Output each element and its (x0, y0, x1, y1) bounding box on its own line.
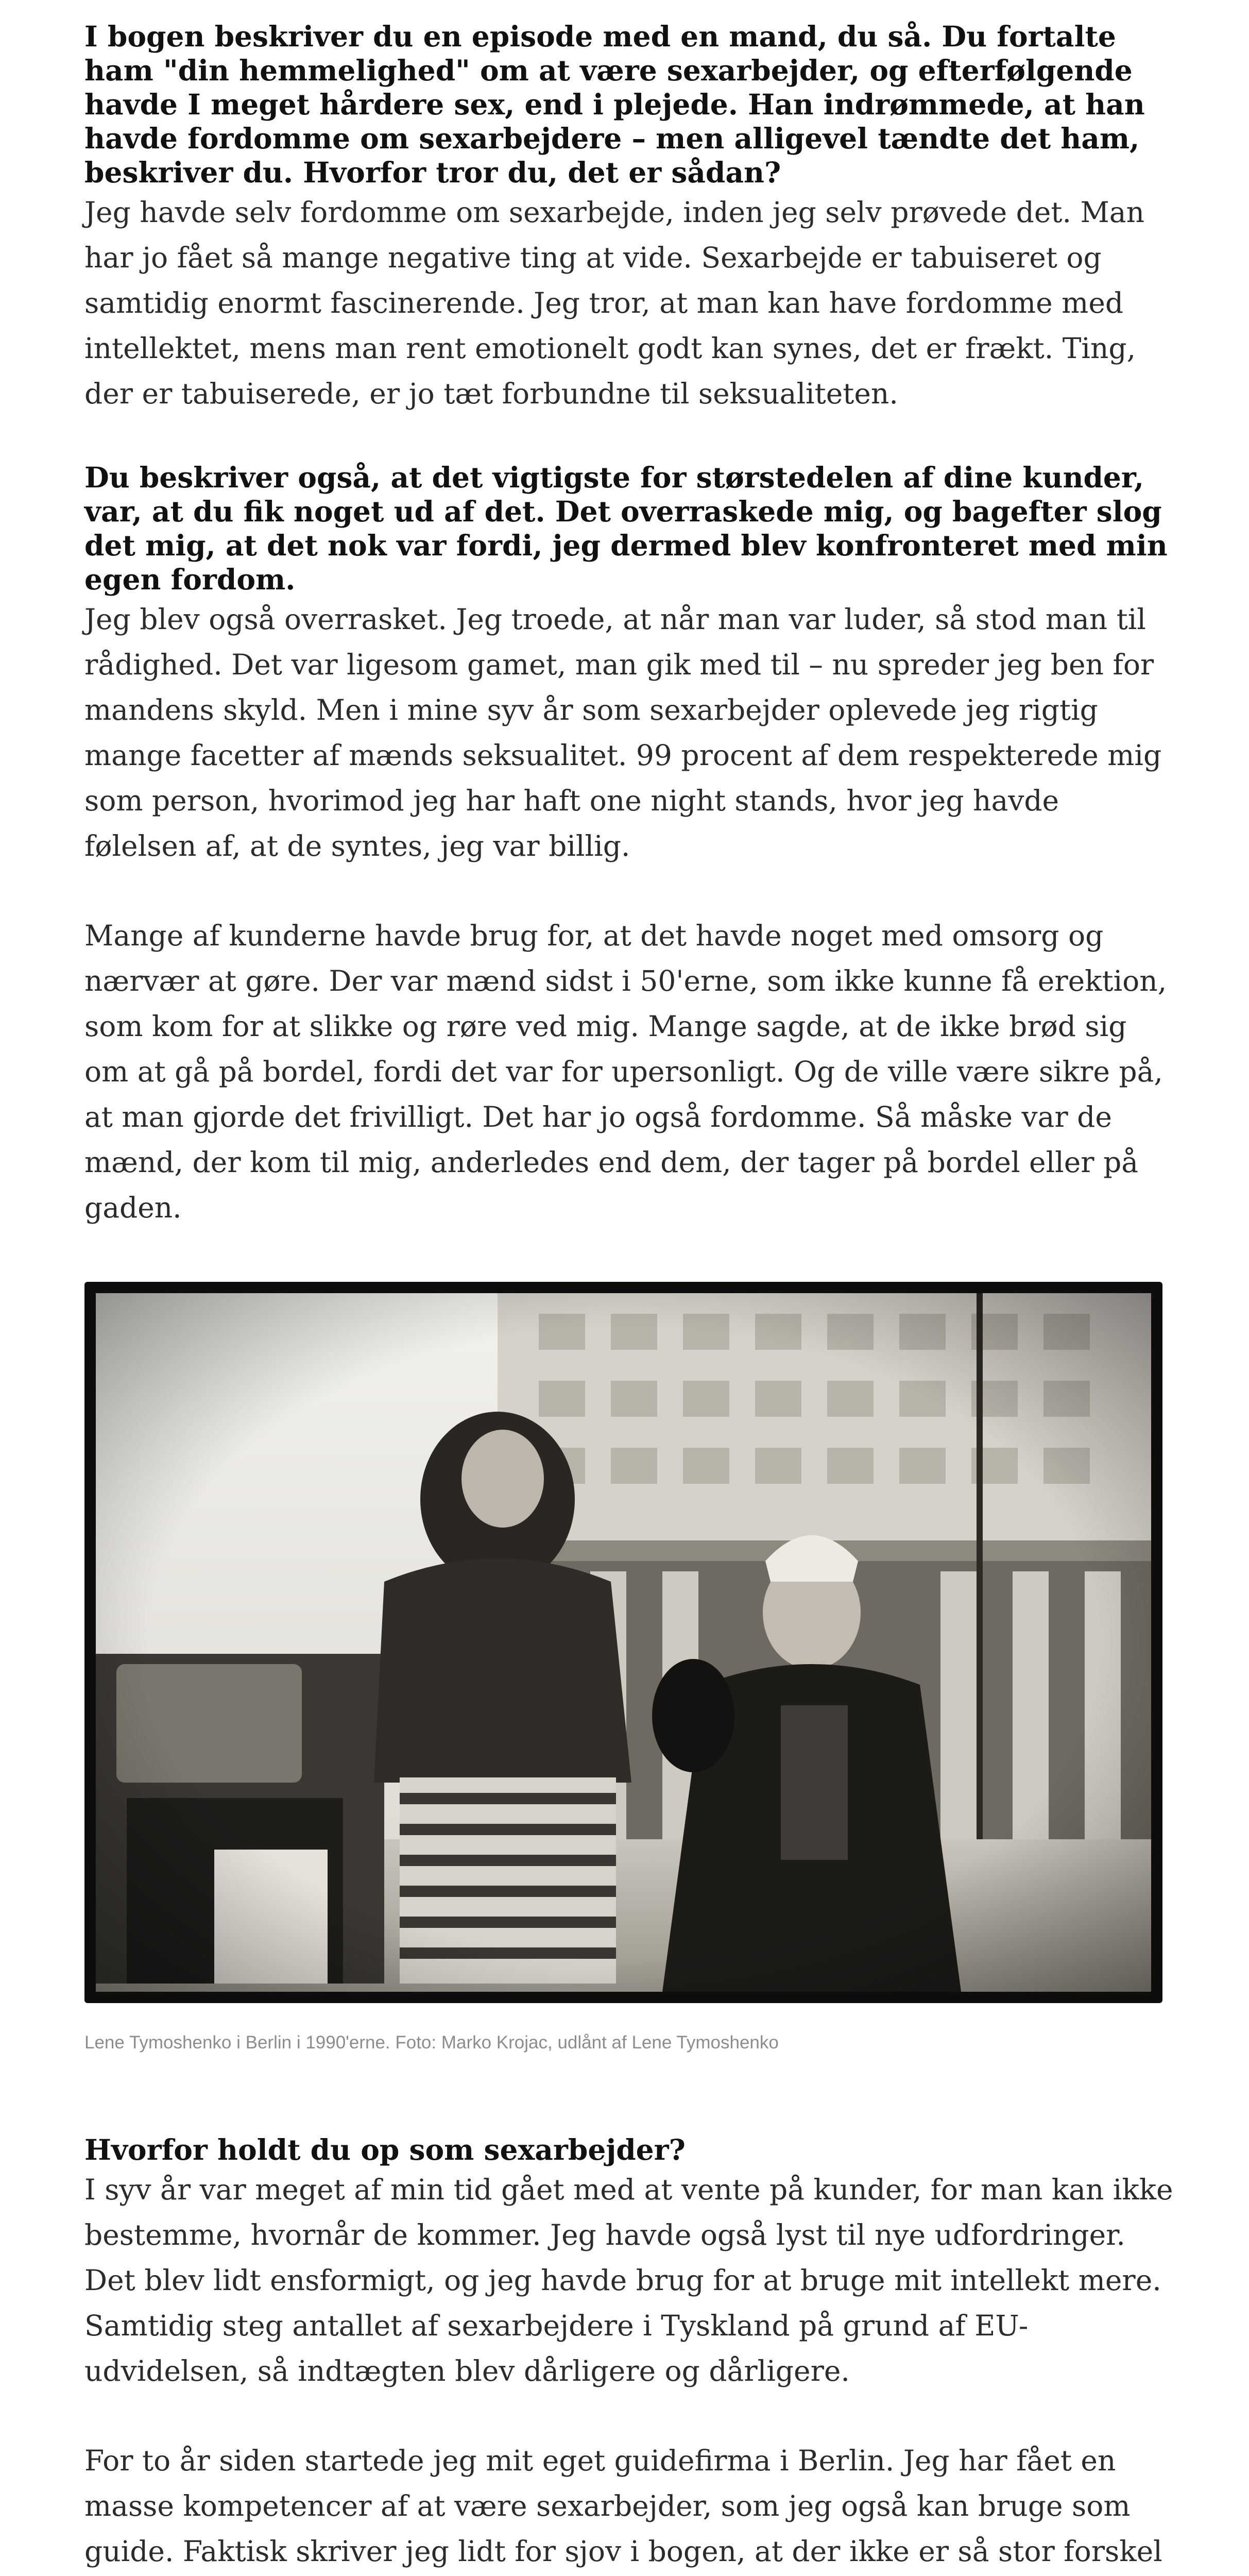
spacer (84, 869, 1174, 913)
interview-question-3: Hvorfor holdt du op som sexarbejder? (84, 2133, 686, 2166)
interview-answer-3-continued: For to år siden startede jeg mit eget guidefirma i Berlin. Jeg har fået en masse kompetencer af at være sexarbejder, som jeg også kan bruge som guide. Faktisk skriver jeg lidt for sjov i bogen, at der ikke er så stor forskel (84, 2444, 1162, 2568)
spacer (84, 2394, 1174, 2438)
interview-answer-2-continued: Mange af kunderne havde brug for, at det havde noget med omsorg og nærvær at gøre. Der var mænd sidst i 50'erne, som ikke kunne få erektion, som kom for at slikke og røre ved mig. Mange sagde, at de ikke brød sig om at gå på bordel, fordi det var for upersonligt. Og de ville være sikre på, at man gjorde det frivilligt. Det har jo også fordomme. Så måske var de mænd, der kom til mig, anderledes end dem, der tager på bordel eller på gaden. (84, 919, 1167, 1224)
interview-answer-3: I syv år var meget af min tid gået med at vente på kunder, for man kan ikke bestemme, hvornår de kommer. Jeg havde også lyst til nye udfordringer. Det blev lidt ensformigt, og jeg havde brug for at bruge mit intellekt mere. Samtidig steg antallet af sexarbejdere i Tyskland på grund af EU-udvidelsen, så indtægten blev dårligere og dårligere. (84, 2173, 1173, 2387)
photo-lene-tymoshenko-berlin (84, 1282, 1162, 2003)
article-body (84, 0, 1174, 2576)
photo-caption: Lene Tymoshenko i Berlin i 1990'erne. Foto: Marko Krojac, udlånt af Lene Tymoshenko (84, 2032, 779, 2053)
interview-question-1: I bogen beskriver du en episode med en mand, du så. Du fortalte ham "din hemmelighed" om at være sexarbejder, og efterfølgende havde I meget hårdere sex, end i plejede. Han indrømmede, at han havde fordomme om sexarbejdere – men alligevel tændte det ham, beskriver du. Hvorfor tror du, det er sådan? (84, 20, 1145, 189)
photo-figure (84, 1282, 1162, 2056)
interview-answer-1: Jeg havde selv fordomme om sexarbejde, inden jeg selv prøvede det. Man har jo fået så mange negative ting at vide. Sexarbejde er tabuiseret og samtidig enormt fascinerende. Jeg tror, at man kan have fordomme med intellektet, mens man rent emotionelt godt kan synes, det er frækt. Ting, der er tabuiserede, er jo tæt forbundne til seksualiteten. (84, 196, 1145, 410)
spacer (84, 2056, 1174, 2133)
interview-answer-2: Jeg blev også overrasket. Jeg troede, at når man var luder, så stod man til rådighed. Det var ligesom gamet, man gik med til – nu spreder jeg ben for mandens skyld. Men i mine syv år som sexarbejder oplevede jeg rigtig mange facetter af mænds seksualitet. 99 procent af dem respekterede mig som person, hvorimod jeg har haft one night stands, hvor jeg havde følelsen af, at de syntes, jeg var billig. (84, 603, 1162, 862)
spacer (84, 416, 1174, 461)
spacer (84, 1230, 1174, 1282)
interview-question-2: Du beskriver også, at det vigtigste for størstedelen af dine kunder, var, at du fik noget ud af det. Det overraskede mig, og bagefter slog det mig, at det nok var fordi, jeg dermed blev konfronteret med min egen fordom. (84, 461, 1168, 596)
